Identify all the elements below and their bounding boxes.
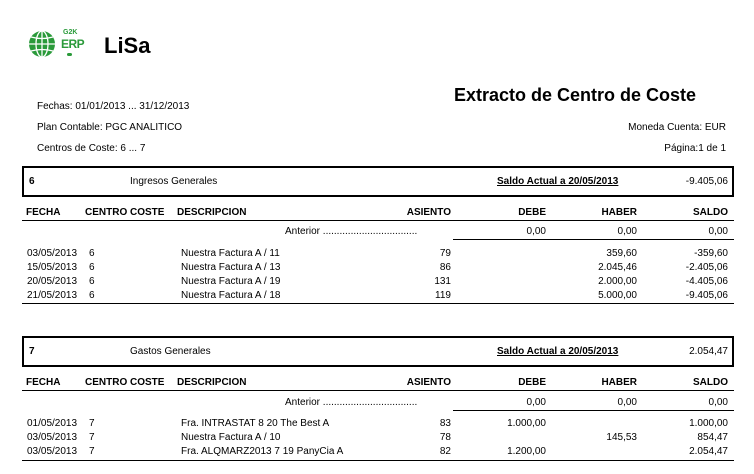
section-saldo-label: Saldo Actual a 20/05/2013	[497, 346, 619, 357]
row-centro: 6	[89, 262, 95, 273]
logo-dot	[67, 53, 72, 56]
row-asiento: 131	[434, 276, 451, 287]
row-saldo: -4.405,06	[685, 276, 728, 287]
row-descripcion: Nuestra Factura A / 11	[181, 248, 280, 259]
col-descripcion: DESCRIPCION	[177, 207, 247, 218]
logo-g2k-text: G2K	[63, 29, 78, 36]
col-centro-coste: CENTRO COSTE	[85, 377, 165, 388]
anterior-debe: 0,00	[526, 397, 546, 408]
col-debe: DEBE	[518, 207, 546, 218]
row-saldo: 2.054,47	[689, 446, 728, 457]
meta-plan-contable: Plan Contable: PGC ANALITICO	[37, 122, 183, 133]
meta-fechas: Fechas: 01/01/2013 ... 31/12/2013	[37, 101, 190, 112]
col-debe: DEBE	[518, 377, 546, 388]
meta-moneda: Moneda Cuenta: EUR	[628, 122, 726, 133]
section-header-box	[22, 166, 734, 197]
row-fecha: 15/05/2013	[27, 262, 78, 273]
row-descripcion: Nuestra Factura A / 18	[181, 290, 281, 301]
row-centro: 6	[89, 248, 95, 259]
section-end-rule	[22, 460, 734, 461]
row-fecha: 03/05/2013	[27, 446, 78, 457]
row-descripcion: Nuestra Factura A / 19	[181, 276, 281, 287]
row-fecha: 01/05/2013	[27, 418, 78, 429]
section-name: Ingresos Generales	[130, 176, 218, 187]
app-name: LiSa	[104, 33, 151, 58]
row-centro: 7	[89, 446, 95, 457]
row-fecha: 21/05/2013	[27, 290, 78, 301]
anterior-haber: 0,00	[617, 397, 637, 408]
row-descripcion: Nuestra Factura A / 13	[181, 262, 281, 273]
section-saldo-label: Saldo Actual a 20/05/2013	[497, 176, 619, 187]
anterior-haber: 0,00	[617, 226, 637, 237]
col-saldo: SALDO	[693, 377, 728, 388]
section-code: 6	[29, 176, 35, 187]
anterior-rule	[453, 410, 734, 411]
row-asiento: 119	[435, 290, 451, 301]
row-centro: 6	[89, 276, 95, 287]
row-haber: 2.045,46	[598, 262, 637, 273]
row-descripcion: Fra. INTRASTAT 8 20 The Best A	[181, 418, 330, 429]
col-haber: HABER	[601, 377, 637, 388]
row-asiento: 83	[439, 418, 451, 429]
row-haber: 2.000,00	[598, 276, 637, 287]
row-centro: 7	[89, 432, 95, 443]
header-rule	[22, 220, 734, 221]
globe-logo-icon	[27, 29, 57, 59]
row-centro: 6	[89, 290, 95, 301]
report-title: Extracto de Centro de Coste	[454, 85, 697, 105]
row-saldo: 854,47	[697, 432, 728, 443]
section-saldo-value: -9.405,06	[685, 176, 728, 187]
section-name: Gastos Generales	[130, 346, 211, 357]
logo-erp-text: ERP	[61, 37, 85, 51]
row-asiento: 82	[439, 446, 451, 457]
col-asiento: ASIENTO	[406, 377, 451, 388]
row-haber: 145,53	[606, 432, 637, 443]
col-saldo: SALDO	[693, 207, 728, 218]
col-haber: HABER	[601, 207, 637, 218]
anterior-rule	[453, 239, 734, 240]
row-debe: 1.200,00	[507, 446, 546, 457]
col-fecha: FECHA	[26, 207, 61, 218]
meta-centros-coste: Centros de Coste: 6 ... 7	[37, 143, 146, 154]
row-descripcion: Nuestra Factura A / 10	[181, 432, 281, 443]
anterior-debe: 0,00	[526, 226, 546, 237]
row-asiento: 78	[439, 432, 451, 443]
meta-pagina: Página:1 de 1	[664, 143, 726, 154]
row-saldo: -2.405,06	[685, 262, 728, 273]
anterior-saldo: 0,00	[708, 397, 728, 408]
row-saldo: -9.405,06	[685, 290, 728, 301]
anterior-saldo: 0,00	[708, 226, 728, 237]
row-centro: 7	[89, 418, 95, 429]
row-debe: 1.000,00	[507, 418, 546, 429]
row-haber: 5.000,00	[598, 290, 637, 301]
row-asiento: 79	[439, 248, 451, 259]
section-code: 7	[29, 346, 35, 357]
section-header-box	[22, 336, 734, 367]
row-fecha: 03/05/2013	[27, 432, 78, 443]
col-fecha: FECHA	[26, 377, 61, 388]
row-saldo: 1.000,00	[689, 418, 728, 429]
header-rule	[22, 390, 734, 391]
anterior-label: Anterior ..................................	[285, 226, 418, 237]
section-saldo-value: 2.054,47	[689, 346, 728, 357]
col-descripcion: DESCRIPCION	[177, 377, 247, 388]
row-haber: 359,60	[606, 248, 637, 259]
row-asiento: 86	[439, 262, 451, 273]
row-saldo: -359,60	[694, 248, 728, 259]
section-end-rule	[22, 303, 734, 304]
row-descripcion: Fra. ALQMARZ2013 7 19 PanyCia A	[181, 446, 344, 457]
row-fecha: 03/05/2013	[27, 248, 78, 259]
col-asiento: ASIENTO	[406, 207, 451, 218]
col-centro-coste: CENTRO COSTE	[85, 207, 165, 218]
row-fecha: 20/05/2013	[27, 276, 78, 287]
anterior-label: Anterior ..................................	[285, 397, 418, 408]
